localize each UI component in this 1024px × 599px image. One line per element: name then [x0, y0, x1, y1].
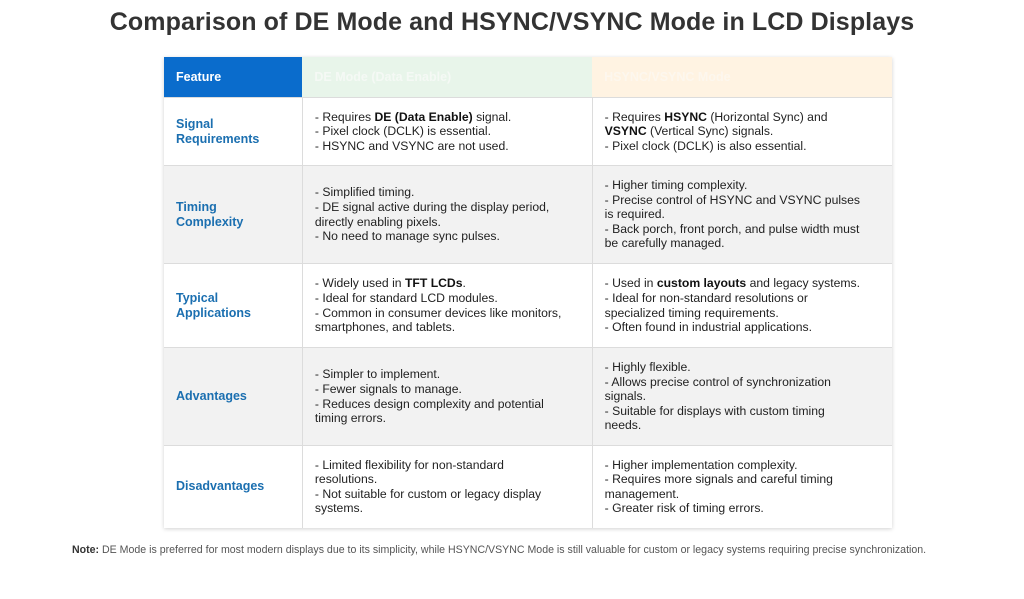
- cell-line: [605, 178, 880, 193]
- cell-line: [315, 458, 580, 473]
- hsync-mode-cell: [592, 264, 892, 348]
- cell-line: [605, 375, 880, 390]
- cell-line: [605, 306, 880, 321]
- cell-line: [605, 418, 880, 433]
- cell-line: [315, 411, 580, 426]
- table-row: [164, 166, 892, 264]
- text-segment: - Pixel clock (DCLK) is also essential.: [604, 138, 807, 153]
- text-segment: .: [462, 276, 466, 291]
- cell-line: [605, 222, 880, 237]
- cell-line: [605, 236, 880, 251]
- text-segment: - DE signal active during the display period,: [314, 199, 550, 214]
- cell-line: [315, 306, 580, 321]
- table-row: [164, 348, 892, 446]
- feature-label: Applications: [176, 305, 252, 320]
- cell-line: [605, 501, 880, 516]
- cell-line: [315, 382, 580, 397]
- text-segment: - Limited flexibility for non-standard: [314, 457, 504, 472]
- text-segment: - Simpler to implement.: [314, 367, 441, 382]
- feature-label: Complexity: [176, 214, 244, 229]
- hsync-mode-cell: [592, 348, 892, 446]
- text-segment: timing errors.: [314, 411, 386, 426]
- text-segment: - Precise control of HSYNC and VSYNC pulses: [604, 192, 861, 207]
- text-segment: systems.: [314, 501, 363, 516]
- text-segment: - Common in consumer devices like monitors,: [314, 305, 562, 320]
- feature-cell: [164, 446, 302, 528]
- cell-line: [605, 320, 880, 335]
- feature-label: Timing: [176, 199, 217, 214]
- text-segment: smartphones, and tablets.: [314, 320, 456, 335]
- comparison-table: [164, 57, 892, 528]
- text-segment: - Widely used in: [314, 276, 405, 291]
- cell-line: [605, 110, 880, 125]
- cell-line: [315, 215, 580, 230]
- text-segment: (Horizontal Sync) and: [706, 109, 828, 124]
- text-segment: is required.: [604, 207, 665, 222]
- cell-line: [315, 139, 580, 154]
- bold-term: DE (Data Enable): [374, 109, 473, 124]
- cell-line: [605, 404, 880, 419]
- text-segment: signals.: [604, 389, 646, 404]
- text-segment: (Vertical Sync) signals.: [646, 124, 774, 139]
- text-segment: specialized timing requirements.: [604, 305, 779, 320]
- text-segment: and legacy systems.: [746, 276, 861, 291]
- text-segment: - Back porch, front porch, and pulse width must: [604, 221, 860, 236]
- header-feature: Feature: [164, 57, 302, 98]
- text-segment: - Greater risk of timing errors.: [604, 501, 764, 516]
- footnote-text: DE Mode is preferred for most modern displays due to its simplicity, while HSYNC/VSYNC Mode is still valuable for custom or legacy systems requiring precise synchronization.: [99, 544, 927, 556]
- text-segment: resolutions.: [314, 472, 378, 487]
- page-title: Comparison of DE Mode and HSYNC/VSYNC Mode in LCD Displays: [109, 8, 915, 36]
- cell-line: [605, 360, 880, 375]
- text-segment: - Pixel clock (DCLK) is essential.: [314, 124, 491, 139]
- table-row: [164, 98, 892, 166]
- feature-label: Signal: [176, 116, 214, 131]
- table-row: [164, 446, 892, 528]
- text-segment: - Requires: [314, 109, 375, 124]
- footnote-label: Note:: [72, 544, 100, 556]
- cell-line: [315, 501, 580, 516]
- table-header-row: [164, 57, 892, 98]
- cell-line: [605, 458, 880, 473]
- feature-label: Advantages: [176, 389, 247, 404]
- text-segment: - Ideal for standard LCD modules.: [314, 290, 498, 305]
- de-mode-cell: [302, 446, 592, 528]
- text-segment: be carefully managed.: [604, 236, 725, 251]
- cell-line: [315, 185, 580, 200]
- feature-cell: [164, 98, 302, 166]
- cell-line: [605, 487, 880, 502]
- text-segment: - Ideal for non-standard resolutions or: [604, 290, 808, 305]
- cell-line: [315, 200, 580, 215]
- cell-line: [315, 124, 580, 139]
- de-mode-cell: [302, 98, 592, 166]
- cell-line: [315, 229, 580, 244]
- cell-line: [605, 124, 880, 139]
- hsync-mode-cell: [592, 166, 892, 264]
- cell-line: [315, 367, 580, 382]
- feature-label: Typical: [176, 290, 219, 305]
- table-body: [164, 98, 892, 528]
- text-segment: - Often found in industrial applications.: [604, 320, 812, 335]
- text-segment: - Fewer signals to manage.: [314, 381, 462, 396]
- bold-term: HSYNC: [664, 109, 707, 124]
- cell-line: [605, 389, 880, 404]
- text-segment: - Reduces design complexity and potential: [314, 396, 544, 411]
- header-de-mode: DE Mode (Data Enable): [302, 57, 592, 98]
- text-segment: - Higher implementation complexity.: [604, 457, 798, 472]
- feature-label: Disadvantages: [176, 479, 265, 494]
- text-segment: - Used in: [604, 276, 657, 291]
- de-mode-cell: [302, 264, 592, 348]
- cell-line: [605, 276, 880, 291]
- cell-line: [315, 291, 580, 306]
- hsync-mode-cell: [592, 98, 892, 166]
- footnote: [72, 544, 1024, 556]
- feature-cell: [164, 348, 302, 446]
- feature-cell: [164, 264, 302, 348]
- text-segment: needs.: [604, 418, 642, 433]
- text-segment: management.: [604, 486, 680, 501]
- text-segment: - HSYNC and VSYNC are not used.: [314, 138, 509, 153]
- text-segment: - No need to manage sync pulses.: [314, 229, 500, 244]
- table-row: [164, 264, 892, 348]
- bold-term: VSYNC: [604, 124, 647, 139]
- cell-line: [315, 276, 580, 291]
- cell-line: [315, 397, 580, 412]
- cell-line: [605, 207, 880, 222]
- cell-line: [605, 291, 880, 306]
- de-mode-cell: [302, 348, 592, 446]
- cell-line: [315, 110, 580, 125]
- de-mode-cell: [302, 166, 592, 264]
- text-segment: signal.: [472, 109, 512, 124]
- text-segment: - Not suitable for custom or legacy display: [314, 486, 542, 501]
- cell-line: [315, 487, 580, 502]
- text-segment: - Suitable for displays with custom timing: [604, 403, 825, 418]
- text-segment: - Higher timing complexity.: [604, 178, 748, 193]
- header-hsync-mode: HSYNC/VSYNC Mode: [592, 57, 892, 98]
- feature-label: Requirements: [176, 131, 260, 146]
- text-segment: directly enabling pixels.: [314, 214, 441, 229]
- hsync-mode-cell: [592, 446, 892, 528]
- bold-term: TFT LCDs: [404, 276, 463, 291]
- cell-line: [605, 139, 880, 154]
- text-segment: - Highly flexible.: [604, 360, 691, 375]
- text-segment: - Requires more signals and careful timing: [604, 472, 833, 487]
- feature-cell: [164, 166, 302, 264]
- text-segment: - Requires: [604, 109, 665, 124]
- bold-term: custom layouts: [656, 276, 747, 291]
- text-segment: - Allows precise control of synchronization: [604, 374, 831, 389]
- cell-line: [315, 320, 580, 335]
- cell-line: [605, 193, 880, 208]
- cell-line: [605, 472, 880, 487]
- text-segment: - Simplified timing.: [314, 185, 415, 200]
- cell-line: [315, 472, 580, 487]
